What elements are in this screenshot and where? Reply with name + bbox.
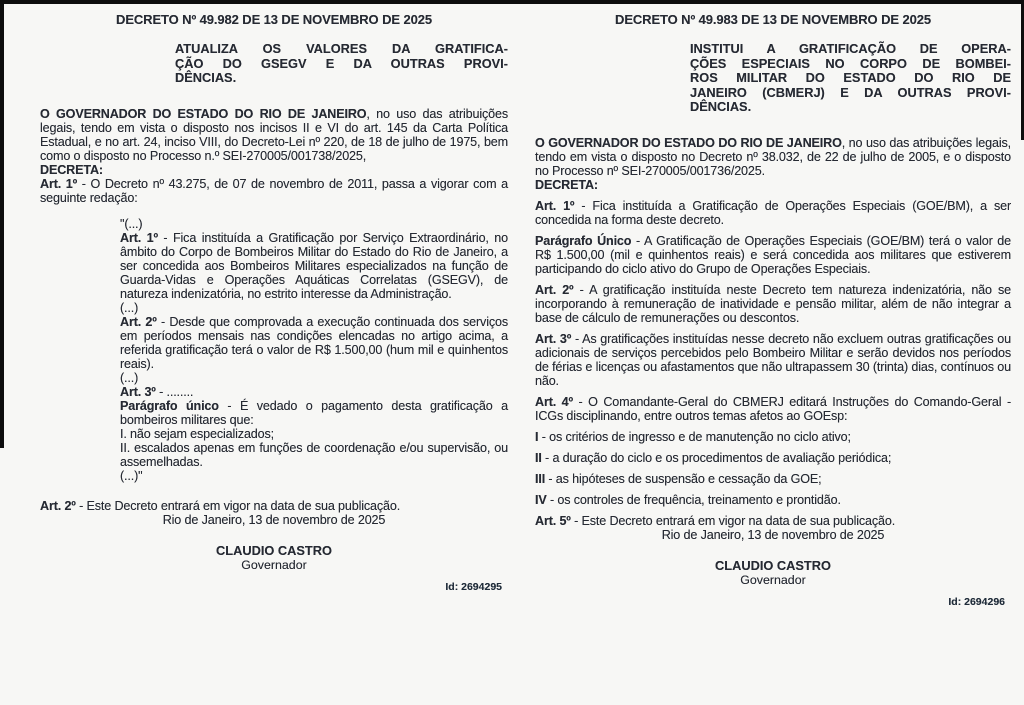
summary-line: JANEIRO (CBMERJ) E DA OUTRAS PROVI- xyxy=(690,84,1011,100)
decree-49983-column xyxy=(535,10,1011,608)
article-text: - Este Decreto entrará em vigor na data de sua publicação. xyxy=(570,513,896,528)
quote-paragraph xyxy=(120,315,508,371)
item-lead: II xyxy=(535,450,542,465)
quote-lead: Art. 1º xyxy=(120,230,158,245)
item-lead: I xyxy=(535,429,539,444)
dateline: Rio de Janeiro, 13 de novembro de 2025 xyxy=(162,512,386,527)
article-text: - O Comandante-Geral do CBMERJ editará Instruções do Comando-Geral - ICGs disciplinando, entre outros temas afetos ao GOEsp: xyxy=(535,394,1011,423)
summary-line: INSTITUI A GRATIFICAÇÃO DE OPERA- xyxy=(690,41,1011,56)
quote-text: - ........ xyxy=(155,384,194,399)
quote-text: (...) xyxy=(120,370,139,385)
article-lead: Art. 5º xyxy=(535,513,571,528)
roman-list-item xyxy=(535,430,1011,444)
quote-text: (...)" xyxy=(120,468,143,483)
closing-article xyxy=(40,499,508,513)
decreta-heading: DECRETA: xyxy=(535,177,598,192)
quote-close xyxy=(120,469,508,483)
item-lead: IV xyxy=(535,492,547,507)
dateline: Rio de Janeiro, 13 de novembro de 2025 xyxy=(661,527,885,542)
article-text: - Fica instituída a Gratificação de Operações Especiais (GOE/BM), a ser concedida na forma deste decreto. xyxy=(535,198,1011,227)
article-lead: Parágrafo Único xyxy=(535,233,632,248)
preamble-lead: O GOVERNADOR DO ESTADO DO RIO DE JANEIRO xyxy=(535,135,842,150)
decree-title: DECRETO Nº 49.983 DE 13 DE NOVEMBRO DE 2025 xyxy=(615,12,931,27)
article-lead: Art. 1º xyxy=(535,198,575,213)
quote-paragraph xyxy=(120,371,508,385)
roman-list-item xyxy=(535,493,1011,507)
article-text: - A Gratificação de Operações Especiais (GOE/BM) terá o valor de R$ 1.500,00 (mil e quinhentos reais) e será concedida aos militares que estiverem participando do ciclo ativo do Grupo de Operações Especiais. xyxy=(535,233,1011,276)
article-text: - As gratificações instituídas nesse decreto não excluem outras gratificações ou adicionais de serviços percebidos pelo Bombeiro Militar e serão devidos nos períodos de férias e licenças ou afastamentos que não ultrapassem 30 (trinta) dias, contínuos ou não. xyxy=(535,331,1011,388)
article-paragraph xyxy=(40,177,508,205)
signature-block xyxy=(40,544,508,572)
scan-border-top xyxy=(0,0,1024,4)
roman-list-item xyxy=(535,472,1011,486)
signature-role: Governador xyxy=(241,557,307,572)
article-lead: Art. 2º xyxy=(40,498,76,513)
summary-line: ROS MILITAR DO ESTADO DO RIO DE xyxy=(690,70,1011,85)
decree-49982-column xyxy=(40,10,508,608)
quote-text: I. não sejam especializados; xyxy=(120,426,275,441)
quote-text: II. escalados apenas em funções de coordenação e/ou supervisão, ou assemelhadas. xyxy=(120,440,508,469)
signature-name: CLAUDIO CASTRO xyxy=(715,557,831,573)
article-paragraph xyxy=(535,199,1011,227)
quote-lead: Parágrafo único xyxy=(120,398,219,413)
closing-article xyxy=(535,514,1011,528)
quote-list-item xyxy=(120,427,508,441)
article-lead: Art. 4º xyxy=(535,394,573,409)
quoted-text-block xyxy=(120,217,508,483)
quote-paragraph xyxy=(120,301,508,315)
roman-list-item xyxy=(535,451,1011,465)
summary-line: ÇÕES ESPECIAIS NO CORPO DE BOMBEI- xyxy=(690,55,1011,71)
article-paragraph xyxy=(535,395,1011,423)
quote-list-item xyxy=(120,441,508,469)
summary-line: ATUALIZA OS VALORES DA GRATIFICA- xyxy=(175,41,508,56)
summary-line: ÇÃO DO GSEGV E DA OUTRAS PROVI- xyxy=(175,55,508,71)
article-paragraph xyxy=(535,234,1011,276)
item-text: - os controles de frequência, treinamento e prontidão. xyxy=(546,492,841,507)
preamble-lead: O GOVERNADOR DO ESTADO DO RIO DE JANEIRO xyxy=(40,106,367,121)
quote-text: - Fica instituída a Gratificação por Serviço Extraordinário, no âmbito do Corpo de Bombeiros Militar do Estado do Rio de Janeiro, a ser concedida aos Bombeiros Militares especializados na função de Guarda-Vidas e Operações Aquáticas Correlatas (GSEGV), de natureza indenizatória, no estrito interesse da Administração. xyxy=(120,230,508,301)
signature-role: Governador xyxy=(740,572,806,587)
preamble-paragraph xyxy=(535,136,1011,178)
article-lead: Art. 3º xyxy=(535,331,572,346)
decreta-heading: DECRETA: xyxy=(40,162,103,177)
article-text: - Este Decreto entrará em vigor na data de sua publicação. xyxy=(75,498,401,513)
quote-paragraph xyxy=(120,399,508,427)
quote-lead: Art. 3º xyxy=(120,384,156,399)
quote-paragraph xyxy=(120,231,508,301)
decree-summary xyxy=(690,42,1011,115)
item-lead: III xyxy=(535,471,546,486)
quote-text: - Desde que comprovada a execução continuada dos serviços em períodos mensais nas condições elencadas no artigo acima, a referida gratificação terá o valor de R$ 1.500,00 (hum mil e quinhentos reais). xyxy=(120,314,508,371)
doc-id: Id: 2694295 xyxy=(445,580,502,593)
quote-text: (...) xyxy=(120,300,139,315)
summary-line: DÊNCIAS. xyxy=(690,99,752,114)
quote-open: "(...) xyxy=(120,216,143,231)
item-text: - as hipóteses de suspensão e cessação da GOE; xyxy=(545,471,822,486)
quote-paragraph xyxy=(120,385,508,399)
signature-name: CLAUDIO CASTRO xyxy=(216,542,332,558)
preamble-text: , no uso das atribuições legais, tendo em vista o disposto no Decreto nº 38.032, de 22 de julho de 2005, e o disposto no Processo nº SEI-270005/001736/2025. xyxy=(535,135,1011,178)
scan-border-left xyxy=(0,0,4,448)
article-lead: Art. 1º xyxy=(40,176,78,191)
preamble-paragraph xyxy=(40,107,508,163)
quote-text: - É vedado o pagamento desta gratificação a bombeiros militares que: xyxy=(120,398,508,427)
article-paragraph xyxy=(535,332,1011,388)
decree-title: DECRETO Nº 49.982 DE 13 DE NOVEMBRO DE 2025 xyxy=(116,12,432,27)
summary-line: DÊNCIAS. xyxy=(175,70,237,85)
item-text: - a duração do ciclo e os procedimentos de avaliação periódica; xyxy=(541,450,892,465)
doc-id: Id: 2694296 xyxy=(948,595,1005,608)
preamble-text: , no uso das atribuições legais, tendo em vista o disposto nos incisos II e VI do art. 145 da Carta Política Estadual, e no art. 24, inciso VIII, do Decreto-Lei nº 220, de 18 de julho de 1975, bem como o disposto no Processo n.º SEI-270005/001738/2025, xyxy=(40,106,508,163)
article-paragraph xyxy=(535,283,1011,325)
decree-summary xyxy=(175,42,508,86)
article-text: - A gratificação instituída neste Decreto tem natureza indenizatória, não se incorporando à remuneração de inatividade e pensão militar, além de não integrar a base de cálculo de remunerações ou descontos. xyxy=(535,282,1011,325)
signature-block xyxy=(535,559,1011,587)
article-text: - O Decreto nº 43.275, de 07 de novembro de 2011, passa a vigorar com a seguinte redação: xyxy=(40,176,508,205)
item-text: - os critérios de ingresso e de manutenção no ciclo ativo; xyxy=(538,429,851,444)
article-lead: Art. 2º xyxy=(535,282,574,297)
quote-lead: Art. 2º xyxy=(120,314,157,329)
